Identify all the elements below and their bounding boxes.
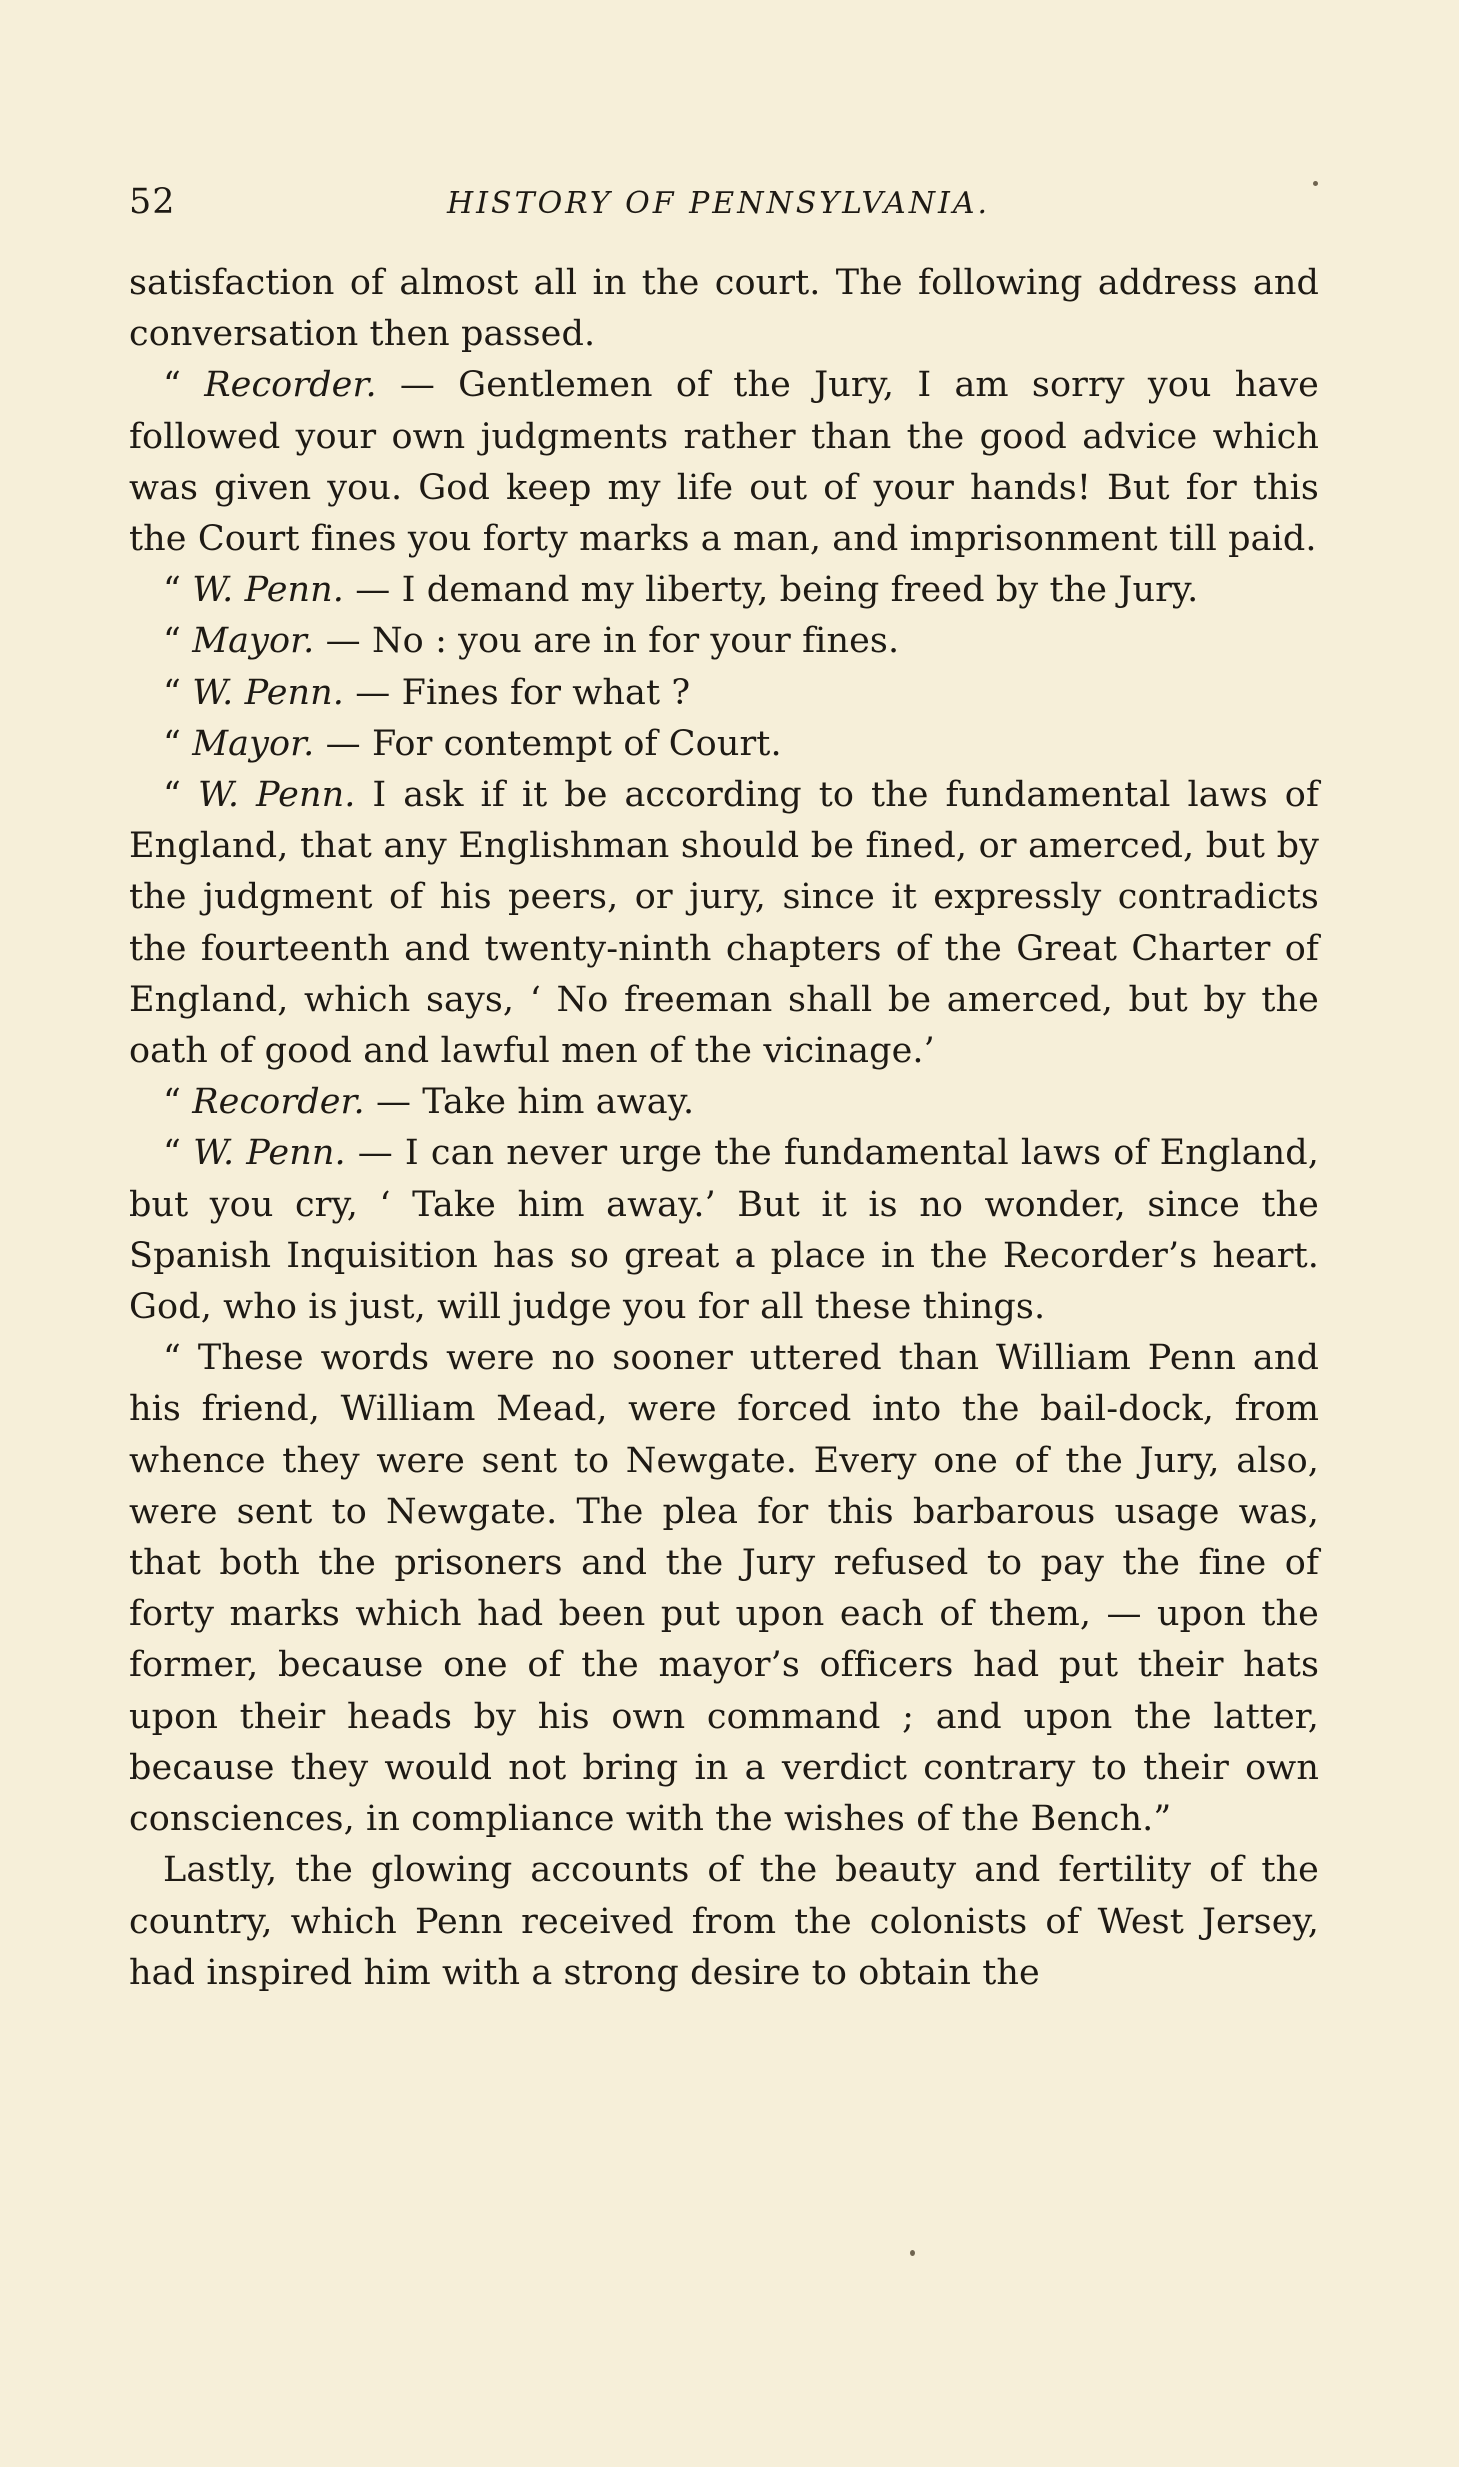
quote-mark: “ (163, 1338, 198, 1379)
paragraph-text: — I demand my liberty, being freed by the Jury. (344, 570, 1199, 611)
paragraph-text: — Fines for what ? (344, 672, 691, 713)
paragraph (129, 565, 1319, 616)
paragraph (129, 1845, 1319, 1999)
speaker-name: Recorder. (192, 1082, 365, 1123)
paragraph-text: I ask if it be according to the fundamental laws of England, that any Englishman should be fined, or amerced, but by the judgment of his peers, or jury, since it expressly contradicts the fourteenth and twenty-ninth chapters of the Great Charter of England, which says, ‘ No freeman shall be amerced, but by the oath of good and lawful men of the vicinage.’ (129, 775, 1320, 1072)
speaker-name: Mayor. (192, 723, 315, 764)
paragraph (129, 258, 1319, 360)
speaker-name: W. Penn. (192, 672, 345, 713)
paragraph-text: Lastly, the glowing accounts of the beauty and fertility of the country, which Penn received from the colonists of West Jersey, had inspired him with a strong desire to obtain the (129, 1850, 1319, 1993)
paragraph (129, 616, 1319, 667)
paragraph-text: These words were no sooner uttered than William Penn and his friend, William Mead, were forced into the bail-dock, from whence they were sent to Newgate. Every one of the Jury, also, were sent to Newgate. The plea for this barbarous usage was, that both the prisoners and the Jury refused to pay the fine of forty marks which had been put upon each of them, — upon the former, because one of the mayor’s officers had put their hats upon their heads by his own command ; and upon the latter, because they would not bring in a verdict contrary to their own consciences, in compliance with the wishes of the Bench.” (129, 1338, 1319, 1840)
paragraph (129, 360, 1319, 565)
print-speck (910, 2250, 915, 2256)
paragraph-text: — I can never urge the fundamental laws of England, but you cry, ‘ Take him away.’ But it is no wonder, since the Spanish Inquisition has so great a place in the Recorder’s heart. God, who is just, will judge you for all these things. (129, 1133, 1320, 1328)
quote-mark: “ (163, 1082, 193, 1123)
running-head (129, 182, 1314, 232)
speaker-name: Recorder. (204, 365, 377, 406)
paragraph-text: satisfaction of almost all in the court. The following address and conversation then passed. (129, 263, 1319, 355)
paragraph (129, 770, 1319, 1077)
body-text (129, 258, 1319, 1999)
speaker-name: Mayor. (192, 621, 315, 662)
paragraph (129, 1128, 1319, 1333)
quote-mark: “ (163, 621, 193, 662)
running-title: HISTORY OF PENNSYLVANIA. (447, 186, 991, 221)
speaker-name: W. Penn. (193, 1133, 346, 1174)
print-speck (1313, 181, 1318, 186)
paragraph (129, 668, 1319, 719)
paragraph (129, 719, 1319, 770)
paragraph-text: — Take him away. (364, 1082, 695, 1123)
paragraph (129, 1333, 1319, 1845)
paragraph-text: — Gentlemen of the Jury, I am sorry you have followed your own judgments rather than the good advice which was given you. God keep my life out of your hands! But for this the Court fines you forty marks a man, and imprisonment till paid. (129, 365, 1319, 560)
paragraph (129, 1077, 1319, 1128)
quote-mark: “ (163, 570, 193, 611)
quote-mark: “ (163, 723, 193, 764)
quote-mark: “ (163, 1133, 194, 1174)
quote-mark: “ (163, 775, 198, 816)
paragraph-text: — For contempt of Court. (314, 723, 782, 764)
quote-mark: “ (163, 672, 193, 713)
speaker-name: W. Penn. (192, 570, 345, 611)
paragraph-text: — No : you are in for your fines. (314, 621, 900, 662)
speaker-name: W. Penn. (197, 775, 356, 816)
page-number: 52 (129, 182, 176, 222)
quote-mark: “ (163, 365, 205, 406)
